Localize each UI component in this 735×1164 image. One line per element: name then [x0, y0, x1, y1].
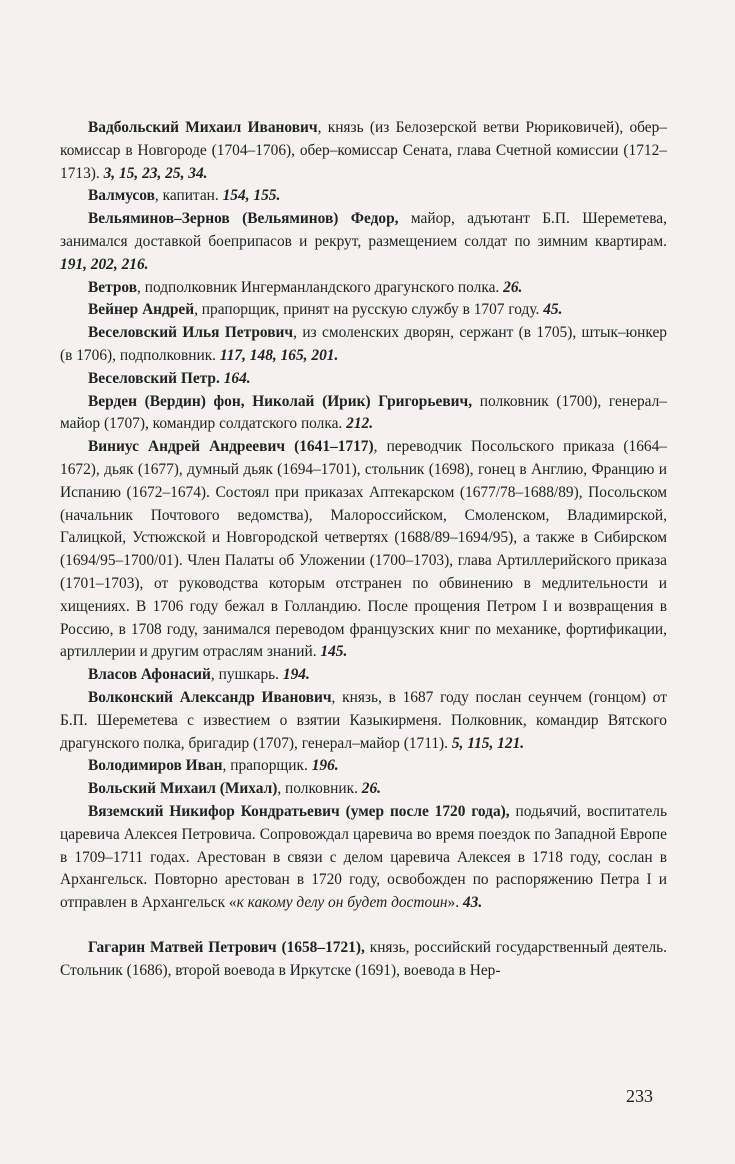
entry-text: полковник (1700), генерал–майор (1707), командир солдатского полка. — [60, 392, 667, 433]
entry-page-refs: 191, 202, 216. — [60, 255, 149, 273]
entry-page-refs: 212. — [346, 415, 374, 433]
entry-text: , князь (из Белозерской ветви Рюриковичей), обер–комиссар в Новгороде (1704–1706), обер–комиссар Сената, глава Счетной комиссии (1712–1713). — [60, 119, 667, 182]
entry-name: Верден (Вердин) фон, Николай (Ирик) Григорьевич, — [88, 392, 473, 410]
entry — [60, 755, 667, 778]
entry-text: , князь, в 1687 году послан сеунчем (гонцом) от Б.П. Шереметева с известием о взятии Казыкирменя. Полковник, командир Вятского драгунского полка, бригадир (1707), генерал–майор (1711). — [60, 688, 668, 752]
entry-quote: к какому делу он будет достоин — [236, 894, 448, 912]
entry-page-refs: 5, 115, 121. — [451, 734, 525, 752]
entry-text: , из смоленских дворян, сержант (в 1705), штык–юнкер (в 1706), подполковник. — [60, 324, 668, 364]
entry-name: Вольский Михаил (Михал) — [88, 780, 278, 798]
entry — [60, 801, 667, 915]
entry-text: , пушкарь. — [210, 666, 283, 684]
entry-page-refs: 45. — [543, 301, 563, 319]
entry-name: Гагарин Матвей Петрович (1658–1721), — [88, 938, 365, 956]
entry — [60, 664, 667, 687]
entry-text-tail: ». — [447, 894, 463, 912]
entry-text: , переводчик Посольского приказа (1664–1672), дьяк (1677), думный дьяк (1694–1701), стольник (1698), гонец в Англию, Францию и Испанию (1672–1674). Состоял при приказах Аптекарском (1677/78–1688/89), Посольском (начальник Почтового ведомства), Малороссийском, Смоленском, Владимирской, Галицкой, Устюжской и Новгородской четвертях (1688/89–1694/95), а также в Сибирском (1694/95–1700/01). Член Палаты об Уложении (1700–1703), глава Артиллерийского приказа (1701–1703), от руководства которым отстранен по обвинению в медлительности и хищениях. В 1706 году бежал в Голландию. После прощения Петром I и возвращения в Россию, в 1708 году, занимался переводом французских книг по механике, фортификации, артиллерии и другим отраслям знаний. — [60, 438, 667, 661]
entry-name: Веселовский Илья Петрович — [88, 324, 294, 342]
entry — [60, 937, 667, 983]
entry-name: Вяземский Никифор Кондратьевич (умер после 1720 года), — [88, 802, 510, 820]
entry-name: Веселовский Петр. — [88, 369, 220, 387]
entry-name: Власов Афонасий — [88, 666, 211, 684]
entry-page-refs: 26. — [361, 780, 382, 798]
entry-name: Вадбольский Михаил Иванович — [88, 119, 318, 136]
entry-text: , прапорщик. — [222, 757, 312, 775]
entry-page-refs: 145. — [320, 643, 348, 661]
entry-name: Вельяминов–Зернов (Вельяминов) Федор, — [88, 210, 399, 228]
entry-name: Ветров — [88, 278, 138, 296]
entry-name: Вейнер Андрей — [88, 301, 195, 319]
entry — [60, 436, 667, 664]
entry — [60, 391, 667, 437]
entry-page-refs: 3, 15, 23, 25, 34. — [103, 164, 208, 182]
entry-page-refs: 196. — [311, 757, 339, 775]
entry — [60, 778, 667, 801]
entry-page-refs: 117, 148, 165, 201. — [219, 346, 339, 364]
entry-name: Волконский Александр Иванович — [88, 688, 332, 706]
entry-page-refs: 194. — [282, 666, 310, 684]
entry — [60, 322, 667, 368]
entry-name: Виниус Андрей Андреевич (1641–1717) — [88, 438, 374, 456]
entry-page-refs: 154, 155. — [222, 187, 281, 205]
entry — [60, 368, 667, 391]
entry — [60, 208, 667, 276]
entry-text: , капитан. — [154, 187, 223, 205]
entry-page-refs: 26. — [503, 278, 523, 296]
entry-name: Валмусов — [88, 187, 155, 205]
page-number: 233 — [626, 1086, 653, 1106]
entry — [60, 299, 667, 322]
entry-page-refs: 43. — [462, 894, 483, 912]
entry-name: Володимиров Иван — [88, 757, 223, 775]
entries-column — [60, 117, 667, 982]
entry-text: , прапорщик, принят на русскую службу в 1707 году. — [194, 301, 544, 319]
entry — [60, 277, 667, 300]
entry-text: майор, адъютант Б.П. Шереметева, занимался доставкой боеприпасов и рекрут, размещением солдат по зимним квартирам. — [60, 210, 667, 250]
entry-text: князь, российский государственный деятель. Стольник (1686), второй воевода в Иркутске (1691), воевода в Нер- — [60, 938, 668, 979]
entry — [60, 185, 667, 208]
entry-text: подьячий, воспитатель царевича Алексея Петровича. Сопровождал царевича во время поездок по Западной Европе в 1709–1711 годах. Арестован в связи с делом царевича Алексея в 1718 году, сослан в Архангельск. Повторно арестован в 1720 году, освобожден по распоряжению Петра I и отправлен в Архангельск « — [60, 802, 667, 912]
entry — [60, 687, 667, 755]
entry — [60, 117, 667, 185]
entry-text: , полковник. — [277, 780, 362, 798]
entry-text: , подполковник Ингерманландского драгунского полка. — [137, 278, 504, 296]
entry-page-refs: 164. — [223, 369, 251, 387]
